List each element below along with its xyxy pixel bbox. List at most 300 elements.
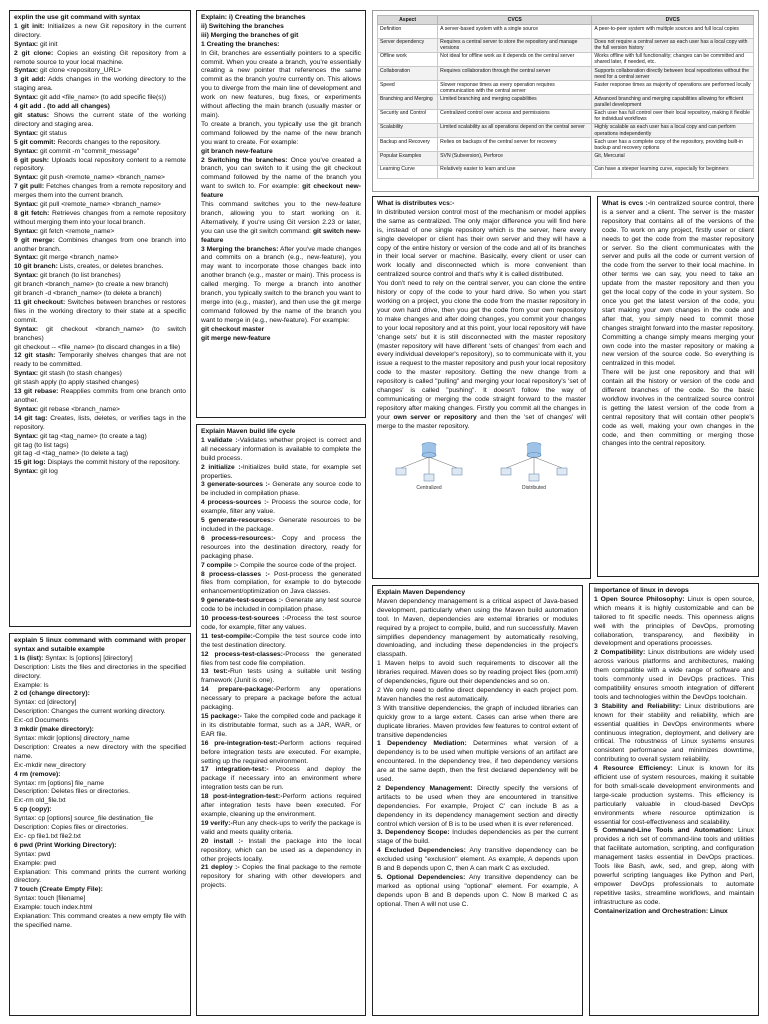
- bold-text: 21 deploy :-: [201, 864, 240, 872]
- bold-text: git switch new-feature: [201, 227, 362, 244]
- paragraph: [201, 535, 361, 562]
- text: git tag -d <tag_name> (to delete a tag): [14, 450, 129, 458]
- text: Explanation: This command prints the current working directory.: [14, 868, 186, 885]
- paragraph: [14, 174, 186, 183]
- paragraph: [14, 797, 186, 806]
- distributed-diagram: [492, 435, 576, 491]
- table-cell: Each user has a complete copy of the repository, providing built-in backup and recovery options: [592, 138, 754, 152]
- paragraph: [14, 210, 186, 228]
- paragraph: [14, 76, 186, 94]
- paragraph: [201, 121, 361, 148]
- text: and then the 'set of changes' will merge to the master repository.: [377, 413, 586, 430]
- text: Perform any operations necessary to prepare a package before the actual packaging.: [201, 686, 361, 712]
- paragraph: [602, 200, 754, 369]
- bold-text: Syntax:: [14, 325, 39, 333]
- bold-text: own server or repository: [393, 413, 477, 421]
- paragraph: [14, 450, 186, 459]
- table-cell: Speed: [378, 81, 438, 95]
- text: Initializes a new Git repository in the current directory.: [14, 22, 186, 39]
- text: git status: [38, 129, 67, 137]
- table-cell: Works offline with full functionality; changes can be committed and shared later, if needed, etc.: [592, 52, 754, 66]
- bold-text: git status:: [14, 111, 50, 119]
- bold-text: 3 git add:: [14, 76, 46, 84]
- table-cell: Scalability: [378, 123, 438, 137]
- paragraph: [594, 765, 754, 827]
- text: To create a branch, you typically use the git branch command followed by the name of the new branch you want to create. For example:: [201, 120, 361, 146]
- text: 1 Maven helps to avoid such requirements to discover all the libraries required. Maven does so by reading project files (pom.xml) of dependencies, figure out their dependencies and so on.: [377, 660, 578, 686]
- text: Description: Creates a new directory with the specified name.: [14, 743, 186, 760]
- text: git checkout -- <file_name> (to discard changes in a file): [14, 343, 181, 351]
- paragraph: [377, 589, 578, 598]
- paragraph: [14, 744, 186, 762]
- text: Temporarily shelves changes that are not ready to be committed.: [14, 352, 186, 369]
- bold-text: 10 git branch:: [14, 263, 58, 271]
- client-icon: [529, 474, 539, 481]
- table-cell: Does not require a central server as each user has a local copy with the full version history: [592, 38, 754, 52]
- paragraph: [594, 596, 754, 649]
- text: Example: pwd: [14, 859, 57, 867]
- table-row: [378, 52, 754, 66]
- text: git log: [38, 468, 58, 476]
- table-row: [378, 152, 754, 166]
- paragraph: [14, 370, 186, 379]
- bold-text: 1 git init:: [14, 22, 45, 30]
- text: git tag (to list tags): [14, 441, 69, 449]
- text: Linux provides a rich set of command-line tools and utilities that facilitate automation, scripting, and configuration management tasks essential in DevOps practices. Tools like Bash, awk, sed, and grep, along with powerful scripting languages like Python and Perl, empower DevOps professionals to automate repetitive tasks, streamline workflows, and maintain infrastructure as code.: [594, 827, 754, 906]
- paragraph: [201, 820, 361, 838]
- paragraph: [14, 352, 186, 370]
- paragraph: [377, 687, 578, 705]
- text: Any transitive dependency can be excluded using "exclusion" element. As example, A depends upon B and B depends upon C, then A can mark C as excluded.: [377, 847, 578, 873]
- text: In centralized source control, there is a server and a client. The server is the master repository that contains all of the versions of the code. To work on any project, firstly user or client needs to get the code from the master repository or server. So the client communicates with the server and pulls all the code or current version of the code from the server to their local machine. In other terms we can say, you need to take an update from the master repository and then you get the local copy of the code in your system. So once you get the latest version of the code, you start making your own changes in the code and after that, you simply need to commit those changes straight forward into the master repository. Committing a change simply means merging your own code into the master repository or making a new version of the source code. So everything is centralized in this model.: [602, 200, 754, 368]
- paragraph: [14, 433, 186, 442]
- paragraph: [201, 517, 361, 535]
- paragraph: [594, 908, 754, 917]
- paragraph: [377, 785, 578, 830]
- text: git checkout <branch_name> (to switch branches): [14, 325, 186, 342]
- bold-text: Syntax:: [14, 432, 39, 440]
- text: Description: Deletes files or directories.: [14, 788, 130, 796]
- diagram-caption: Centralized: [416, 484, 442, 491]
- text: Records changes to the repository.: [55, 138, 161, 146]
- paragraph: [14, 41, 186, 50]
- bold-text: 5 Command-Line Tools and Automation:: [594, 827, 734, 835]
- bold-text: Syntax:: [14, 254, 39, 262]
- text: Reapplies commits from one branch onto another.: [14, 388, 186, 404]
- table-cell: Backup and Recovery: [378, 138, 438, 152]
- text: git branch <branch_name> (to create a new branch): [14, 281, 169, 289]
- paragraph: [201, 41, 361, 50]
- text: Syntax: mkdir [options] directory_name: [14, 734, 130, 742]
- paragraph: [14, 682, 186, 691]
- paragraph: [14, 139, 186, 148]
- text: This command switches you to the new-feature branch, allowing you to start working on it. Alternatively, if you're using Git version 2.23 or later, you can use the git switch command:: [201, 201, 361, 235]
- text: Process the generated files from test code file compilation.: [201, 650, 361, 667]
- paragraph: [14, 183, 186, 201]
- bold-text: 1 Dependency Mediation:: [377, 740, 467, 748]
- bold-text: 11 test-compile:-: [201, 632, 256, 640]
- paragraph: [14, 254, 186, 263]
- table-row: [378, 109, 754, 123]
- table-cell: Relatively easier to learn and use: [438, 165, 592, 179]
- paragraph: [14, 379, 186, 388]
- paragraph: [14, 851, 186, 860]
- paragraph: [201, 651, 361, 669]
- paragraph: [14, 50, 186, 68]
- paragraph: [201, 686, 361, 713]
- bold-text: Syntax:: [14, 147, 39, 155]
- text: Switches between branches or restores files in the working directory to their state at a specific commit.: [14, 299, 186, 324]
- paragraph: [14, 201, 186, 210]
- paragraph: [14, 860, 186, 869]
- maven-dependency-section: [372, 585, 583, 1016]
- centralized-vcs-section: [597, 196, 759, 577]
- paragraph: [14, 272, 186, 281]
- text: Lists, creates, or deletes branches.: [57, 263, 164, 271]
- bold-text: 7 git pull:: [14, 183, 45, 191]
- table-header-row: [378, 16, 754, 25]
- table-row: [378, 165, 754, 179]
- text: Syntax: touch [filename]: [14, 895, 86, 903]
- bold-text: 13 git rebase:: [14, 388, 59, 396]
- table-cell: Supports collaboration directly between local repositories without the need for a central server: [592, 67, 754, 81]
- paragraph: [201, 713, 361, 740]
- paragraph: [14, 415, 186, 433]
- bold-text: Syntax:: [14, 272, 39, 280]
- text: Maven dependency management is a critical aspect of Java-based development, particularly when using the Maven build automation tool. In Maven, dependencies are external libraries or modules required by a project to compile, build, and run successfully. Maven simplifies dependency management by automatically resolving, downloading, and including these dependencies in the project's classpath.: [377, 597, 578, 659]
- bold-text: 3 Merging the branches:: [201, 245, 279, 253]
- table-header-cell: Aspect: [378, 16, 438, 25]
- table-cell: Relies on backups of the central server for recovery: [438, 138, 592, 152]
- paragraph: [14, 726, 186, 735]
- text: There will be just one repository and that will contain all the history or version of the code and different branches of the code. So the basic workflow involves in the centralized source control is getting the latest version of the code from a central repository that will contain other people's code as well, making your own changes in the code, and then committing or merging those changes into the central repository.: [602, 369, 754, 448]
- text: Process the test source code, for example, filter any values.: [201, 615, 361, 631]
- text: git commit -m "commit_message": [38, 147, 140, 155]
- text: Linux is open source, which means it is highly customizable and can be tailored to fit specific needs. This openness aligns well with the principles of DevOps, promoting collaboration, transparency, and flexibility in development and operations processes.: [594, 595, 754, 648]
- paragraph: [201, 766, 361, 793]
- maven-lifecycle-section: [196, 424, 366, 1016]
- bold-text: Syntax:: [14, 227, 39, 235]
- paragraph: [201, 571, 361, 598]
- paragraph: [14, 388, 186, 406]
- bold-text: git merge new-feature: [201, 334, 271, 342]
- bold-text: 4 git add . (to add all changes): [14, 103, 110, 111]
- text: Retrieves changes from a remote repository without merging them into your local branch.: [14, 209, 186, 226]
- text: git rebase <branch_name>: [38, 405, 120, 413]
- bold-text: 16 pre-integration-test:-: [201, 739, 280, 747]
- bold-text: git checkout new-feature: [201, 183, 361, 200]
- paragraph: [14, 815, 186, 824]
- text: git stash (to stash changes): [38, 370, 122, 378]
- text: Process the source code, for example, filter any value.: [201, 499, 361, 516]
- text: You don't need to rely on the central server, you can clone the entire history or copy of the code to your hard drive. So when you start working on a project, you clone the code from the master repository in your own hard drive, then you get the code from your own repository to make changes and after doing changes, you commit your changes to your local repository and at this point, your local repository will have 'change sets' but it is still disconnected with the master repository (master repository will have different 'sets of changes' from each and every individual developer's repository), so to communicate with it, you issue a request to the master repository and push your local repository code to the master repository. Getting the new change from a repository is called "pulling" and merging your local repository's 'set of changes' is called "pushing". It doesn't follow the way of communicating or merging the code straight forward to the master repository after making changes. Firstly you commit all the changes in your: [377, 280, 586, 421]
- paragraph: [201, 562, 361, 571]
- bold-text: 12 process-test-classes:-: [201, 650, 286, 658]
- paragraph: [14, 869, 186, 887]
- client-icon: [501, 468, 511, 475]
- paragraph: [377, 705, 578, 741]
- bold-text: 11 git checkout:: [14, 299, 66, 306]
- table-cell: Popular Examples: [378, 152, 438, 166]
- table-row: [378, 95, 754, 109]
- paragraph: [377, 200, 586, 209]
- bold-text: Explain: i) Creating the branches: [201, 14, 306, 21]
- text: 2 We only need to define direct dependency in each project pom. Maven handles the rest automatically.: [377, 686, 578, 703]
- text: Includes dependencies as per the current stage of the build.: [377, 829, 579, 846]
- bold-text: 12 git stash:: [14, 352, 56, 360]
- text: git clone <repository_URL>: [38, 67, 122, 75]
- bold-text: 2 Switching the branches:: [201, 156, 288, 164]
- bold-text: 1 Creating the branches:: [201, 40, 280, 48]
- table-cell: Highly scalable as each user has a local copy and can perform operations independently: [592, 123, 754, 137]
- table-cell: Advanced branching and merging capabilities allowing for efficient parallel development: [592, 95, 754, 109]
- bold-text: What is cvcs :-: [602, 200, 650, 207]
- table-cell: SVN (Subversion), Perforce: [438, 152, 592, 166]
- bold-text: What is distributes vcs:-: [377, 200, 455, 207]
- table-cell: Git, Mercurial: [592, 152, 754, 166]
- bold-text: explain 5 linux command with command with proper syntax and sutaible example: [14, 637, 186, 653]
- text: 3 With transitive dependencies, the graph of included libraries can quickly grow to a large extent. Cases can arise when there are duplicate libraries. Maven provides few features to control extent of transitive dependencies: [377, 704, 578, 739]
- linux-devops-section: [589, 583, 759, 1016]
- table-row: [378, 123, 754, 137]
- text: Linux distributions are known for their stability and reliability, which are essential qualities in DevOps environments where continuous integration, deployment, and delivery are critical. The robustness of Linux systems ensures consistent performance and minimizes downtime, contributing to overall system reliability.: [594, 702, 754, 764]
- paragraph: [201, 499, 361, 517]
- text: Explanation: This command creates a new empty file with the specified name.: [14, 913, 186, 929]
- paragraph: [377, 598, 578, 660]
- table-cell: Definition: [378, 25, 438, 39]
- bold-text: 10 process-test-sources :-: [201, 615, 287, 623]
- table-cell: Can have a steeper learning curve, especially for beginners: [592, 165, 754, 179]
- paragraph: [201, 201, 361, 246]
- bold-text: 1 Open Source Philosophy:: [594, 595, 685, 603]
- text: Generate any source code to be included in compilation phase.: [201, 481, 361, 498]
- text: git branch (to list branches): [38, 272, 121, 280]
- paragraph: [14, 23, 186, 41]
- paragraph: [201, 740, 361, 767]
- text: Take the compiled code and package it in its distributable format, such as a JAR, WAR, or EAR file.: [201, 713, 361, 738]
- paragraph: [377, 660, 578, 687]
- table-cell: Limited scalability as all operations depend on the central server: [438, 123, 592, 137]
- bold-text: Syntax:: [14, 468, 39, 476]
- bold-text: Syntax:: [14, 40, 39, 48]
- paragraph: [14, 806, 186, 815]
- bold-text: Explain Maven Dependency: [377, 589, 466, 596]
- paragraph: [14, 655, 186, 664]
- git-commands-section: [9, 10, 191, 627]
- table-row: [378, 67, 754, 81]
- text: Linux distributions are widely used across various platforms and architectures, making them compatible with a wide range of software and tools commonly used in DevOps practices. This compatibility ensures smooth integration of different tools and technologies within the DevOps toolchain.: [594, 649, 754, 701]
- paragraph: [14, 290, 186, 299]
- bold-text: 8 git fetch:: [14, 209, 50, 217]
- text: git add <file_name> (to add specific file(s)): [38, 94, 167, 102]
- paragraph: [201, 437, 361, 464]
- bold-text: Syntax:: [14, 201, 39, 209]
- text: Description: Changes the current working directory.: [14, 708, 166, 716]
- paragraph: [201, 481, 361, 499]
- paragraph: [201, 838, 361, 865]
- text: In Git, branches are essentially pointers to a specific commit. When you create a branch, you're essentially creating a new pointer that references the same commit as the branch you're currently on. This allows you to diverge from the main line of development and work on new features, bug fixes, or experiments without affecting the main branch (usually master or main).: [201, 49, 361, 119]
- paragraph: [14, 788, 186, 797]
- table-cell: Centralized control over access and permissions: [438, 109, 592, 123]
- bold-text: Syntax:: [14, 67, 39, 75]
- text: git fetch <remote_name>: [38, 227, 115, 235]
- paragraph: [602, 369, 754, 449]
- table-cell: Faster response times as majority of operations are performed locally: [592, 81, 754, 95]
- text: Copy and process the resources into the destination directory, ready for packaging phase.: [201, 534, 361, 560]
- paragraph: [201, 32, 361, 41]
- vcs-diagram: [377, 434, 586, 492]
- paragraph: [201, 148, 361, 157]
- text: Uploads local repository content to a remote repository.: [14, 156, 186, 173]
- bold-text: 2 git clone:: [14, 49, 54, 57]
- paragraph: [14, 406, 186, 415]
- paragraph: [14, 228, 186, 237]
- paragraph: [377, 847, 578, 874]
- text: Validates whether project is correct and all necessary information is available to complete the build process.: [201, 436, 362, 462]
- bold-text: Syntax:: [14, 405, 39, 413]
- paragraph: [14, 94, 186, 103]
- paragraph: [14, 459, 186, 468]
- paragraph: [201, 793, 361, 820]
- paragraph: [201, 864, 361, 891]
- paragraph: [201, 157, 361, 202]
- text: git merge <branch_name>: [38, 254, 119, 262]
- table-cell: Slower response times as every operation requires communication with the central server: [438, 81, 592, 95]
- paragraph: [14, 344, 186, 353]
- paragraph: [14, 717, 186, 726]
- paragraph: [14, 824, 186, 833]
- text: Copies an existing Git repository from a remote source to your local machine.: [14, 49, 186, 66]
- paragraph: [14, 895, 186, 904]
- text: Initializes build state, for example set properties.: [201, 463, 361, 480]
- paragraph: [594, 703, 754, 765]
- bold-text: 17 integration-test:-: [201, 766, 269, 774]
- paragraph: [14, 904, 186, 913]
- text: Linux is known for its efficient use of system resources, making it suitable for both small-scale development environments and large-scale production systems. This efficiency is particularly valuable in cloud-based DevOps environments where resource optimization is essential for cost-effectiveness and scalability.: [594, 765, 754, 826]
- text: Install the package into the local repository, which can be used as a dependency in other projects locally.: [201, 837, 362, 863]
- paragraph: [594, 649, 754, 702]
- paragraph: [14, 442, 186, 451]
- text: Any transitive dependency can be marked as optional using "optional" element. For example, A depends upon B and B depends upon C. Now B marked C as optional. Then A will not use C.: [377, 874, 578, 908]
- table-cell: A peer-to-peer system with multiple sources and full local copies: [592, 25, 754, 39]
- paragraph: [14, 112, 186, 130]
- bold-text: 20 install :-: [201, 837, 243, 845]
- table-cell: Learning Curve: [378, 165, 438, 179]
- bold-text: Syntax:: [14, 94, 39, 102]
- bold-text: Syntax:: [14, 129, 39, 137]
- table-cell: Each user has full control over their local repository, making it flexible for individual workflows: [592, 109, 754, 123]
- bold-text: 2 Compatibility:: [594, 649, 646, 657]
- text: Syntax: rm [options] file_name: [14, 779, 104, 787]
- bold-text: git checkout master: [201, 325, 265, 333]
- text: Post-process the generated files from compilation, for example to do bytecode enhancement/optimization on Java classes.: [201, 570, 361, 596]
- paragraph: [14, 735, 186, 744]
- bold-text: 7 compile :-: [201, 561, 239, 569]
- paragraph: [14, 664, 186, 682]
- text: Ex:-cd Documents: [14, 717, 69, 725]
- paragraph: [201, 464, 361, 482]
- text: Displays the commit history of the repository.: [45, 459, 181, 467]
- bold-text: 15 git log:: [14, 459, 46, 467]
- paragraph: [201, 633, 361, 651]
- bold-text: 4 Resource Efficiency:: [594, 765, 673, 773]
- paragraph: [14, 699, 186, 708]
- paragraph: [201, 668, 361, 686]
- bold-text: 8 process-classes :-: [201, 570, 270, 578]
- paragraph: [14, 263, 186, 272]
- table-header-cell: DVCS: [592, 16, 754, 25]
- table-row: [378, 38, 754, 52]
- text: Once you've created a branch, you can switch to it using the git checkout command followed by the name of the branch you want to switch to. For example:: [201, 156, 361, 191]
- text: Process and deploy the package if necessary into an environment where integration tests can be run.: [201, 766, 361, 792]
- text: Shows the current state of the working directory and staging area.: [14, 111, 187, 128]
- bold-text: 2 cd (change directory):: [14, 690, 90, 698]
- comparison-table: [377, 15, 754, 179]
- text: Fetches changes from a remote repository and merges them into the current branch.: [14, 183, 187, 200]
- table-cell: Server dependency: [378, 38, 438, 52]
- bold-text: 6 git push:: [14, 156, 50, 164]
- paragraph: [14, 468, 186, 477]
- cvcs-dvcs-comparison-table: [372, 10, 759, 192]
- bold-text: 19 verify:-: [201, 819, 233, 827]
- bold-text: 1 ls (list):: [14, 654, 44, 662]
- paragraph: [201, 23, 361, 32]
- bold-text: 18 post-integration-test:-: [201, 793, 283, 801]
- bold-text: 14 prepare-package:-: [201, 686, 277, 694]
- paragraph: [201, 615, 361, 633]
- paragraph: [14, 886, 186, 895]
- server-icon: [527, 442, 541, 457]
- text: Copies the final package to the remote repository for sharing with other developers and projects.: [201, 864, 361, 890]
- paragraph: [14, 913, 186, 931]
- paragraph: [201, 597, 361, 615]
- text: git tag <tag_name> (to create a tag): [38, 432, 147, 440]
- bold-text: 9 generate-test-sources :-: [201, 597, 284, 605]
- text: Example: ls: [14, 681, 49, 689]
- text: git push <remote_name> <branch_name>: [38, 174, 165, 182]
- text: Perform actions required after integration tests have been executed. For example, cleaning up the environment.: [201, 793, 361, 818]
- text: git branch -d <branch_name> (to delete a branch): [14, 290, 162, 298]
- text: Description: Copies files or directories.: [14, 824, 129, 832]
- paragraph: [14, 771, 186, 780]
- table-cell: Requires a central server to store the repository and manage versions: [438, 38, 592, 52]
- bold-text: ii) Switching the branches: [201, 22, 284, 30]
- paragraph: [14, 842, 186, 851]
- bold-text: 4 process-sources :-: [201, 499, 269, 507]
- text: Ex:-mkdir new_directory: [14, 761, 86, 769]
- paragraph: [14, 103, 186, 112]
- distributed-vcs-section: [372, 196, 591, 579]
- bold-text: 13 test:-: [201, 668, 231, 676]
- bold-text: 9 git merge:: [14, 236, 55, 244]
- bold-text: 4 Excluded Dependencies:: [377, 847, 466, 855]
- text: Description: Lists the files and directories in the specified directory.: [14, 663, 186, 680]
- section-title: explin the use git command with syntax: [14, 14, 141, 21]
- paragraph: [14, 299, 186, 326]
- table-cell: Not ideal for offline work as it depends on the central server: [438, 52, 592, 66]
- table-cell: Requires collaboration through the central server: [438, 67, 592, 81]
- text: Syntax: cd [directory]: [14, 699, 77, 707]
- paragraph: [201, 326, 361, 335]
- paragraph: [377, 740, 578, 785]
- text: Ex:- cp file1.txt file2.txt: [14, 832, 81, 840]
- text: git init: [38, 40, 58, 48]
- table-cell: Offline work: [378, 52, 438, 66]
- bold-text: Explain Maven build life cycle: [201, 428, 296, 435]
- bold-text: 3 mkdir (make directory):: [14, 726, 94, 734]
- text: Syntax: ls [options] [directory]: [43, 654, 133, 662]
- table-header-cell: CVCS: [438, 16, 592, 25]
